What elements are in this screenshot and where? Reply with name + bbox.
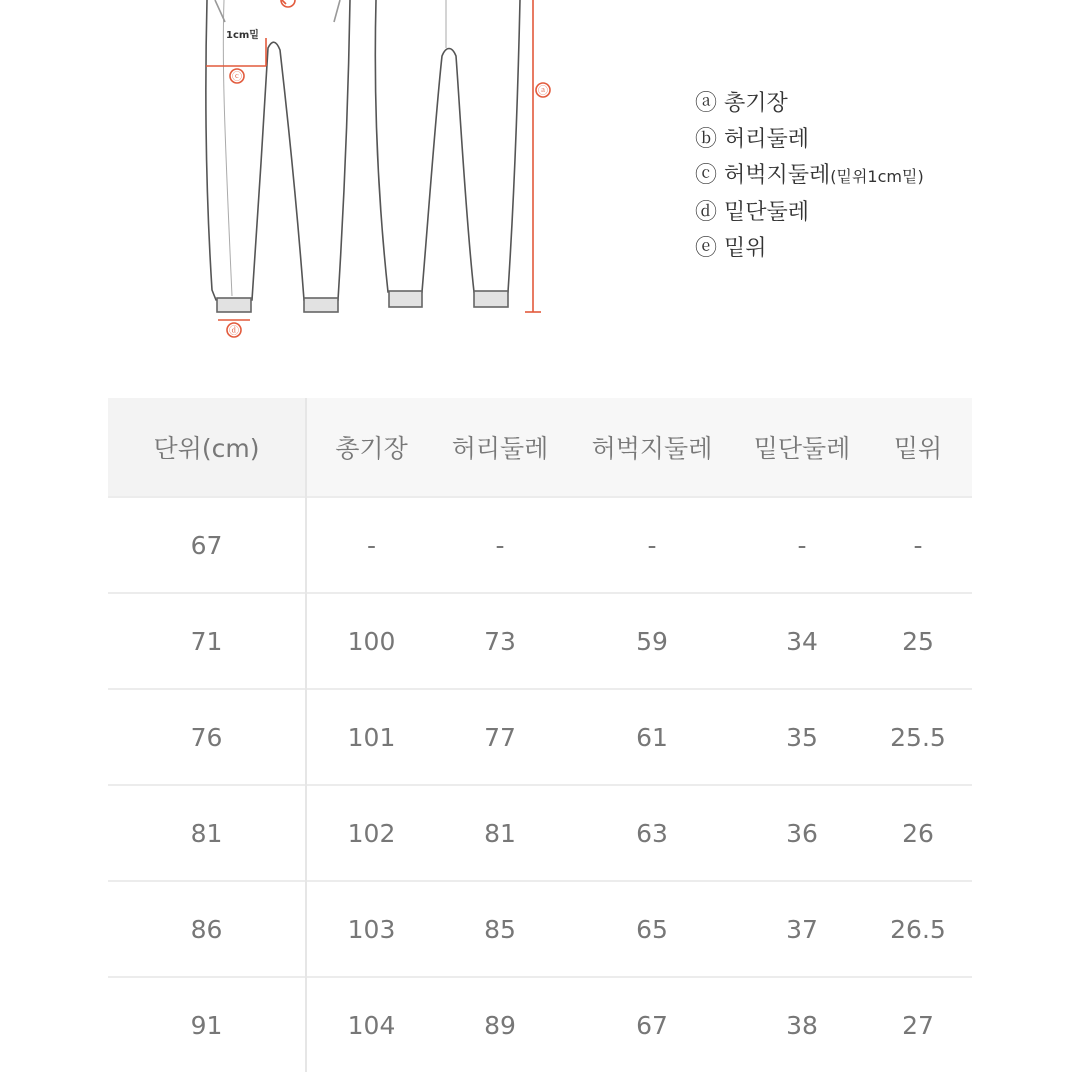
cell-size: 81 — [108, 785, 306, 881]
back-left-cuff — [389, 291, 422, 307]
cell-thigh: 65 — [564, 881, 740, 977]
cell-hem: 36 — [740, 785, 864, 881]
legend-marker: ⓒ — [694, 163, 717, 188]
cell-size: 71 — [108, 593, 306, 689]
legend-label: 밑위 — [724, 236, 767, 261]
marker-letter-d: ⓓ — [229, 326, 239, 337]
cell-waist: 85 — [436, 881, 564, 977]
cell-hem: 34 — [740, 593, 864, 689]
cell-total-length: 102 — [306, 785, 436, 881]
header-hem: 밑단둘레 — [740, 398, 864, 497]
cell-total-length: 103 — [306, 881, 436, 977]
legend-marker: ⓐ — [694, 91, 717, 116]
cell-hem: 35 — [740, 689, 864, 785]
legend-label: 밑단둘레 — [724, 200, 810, 225]
legend-item-thigh — [694, 158, 924, 195]
cell-total-length: 104 — [306, 977, 436, 1072]
cell-total-length: 101 — [306, 689, 436, 785]
cell-waist: 77 — [436, 689, 564, 785]
cell-rise: 26.5 — [864, 881, 972, 977]
marker-letter-c: ⓒ — [232, 72, 242, 83]
cell-size: 86 — [108, 881, 306, 977]
cell-total-length: 100 — [306, 593, 436, 689]
cell-hem: 38 — [740, 977, 864, 1072]
cell-thigh: 61 — [564, 689, 740, 785]
cell-total-length: - — [306, 497, 436, 593]
cell-thigh: 67 — [564, 977, 740, 1072]
front-pocket-right — [334, 0, 340, 22]
cell-rise: - — [864, 497, 972, 593]
legend-item-waist — [694, 122, 924, 158]
cell-rise: 25.5 — [864, 689, 972, 785]
cell-rise: 26 — [864, 785, 972, 881]
front-left-cuff — [217, 298, 251, 312]
cell-waist: 89 — [436, 977, 564, 1072]
marker-letter-a: ⓐ — [538, 86, 548, 97]
cell-waist: - — [436, 497, 564, 593]
legend-item-rise — [694, 231, 924, 267]
cell-rise: 27 — [864, 977, 972, 1072]
cell-rise: 25 — [864, 593, 972, 689]
rise-offset-label: 1cm밑 — [226, 30, 259, 41]
back-pants-outline — [375, 0, 520, 292]
header-rise: 밑위 — [864, 398, 972, 497]
legend-item-hem — [694, 195, 924, 231]
front-view-pants — [206, 0, 350, 312]
table-row — [108, 785, 972, 881]
legend-marker: ⓑ — [694, 127, 717, 152]
table-row — [108, 977, 972, 1072]
header-waist: 허리둘레 — [436, 398, 564, 497]
cell-thigh: - — [564, 497, 740, 593]
front-pants-outline — [206, 0, 350, 300]
legend-label: 총기장 — [724, 91, 788, 116]
cell-thigh: 59 — [564, 593, 740, 689]
header-total-length: 총기장 — [306, 398, 436, 497]
size-table — [108, 398, 972, 1072]
table-header-row — [108, 398, 972, 497]
cell-size: 91 — [108, 977, 306, 1072]
legend-note: (밑위1cm밑) — [830, 167, 924, 186]
cell-waist: 73 — [436, 593, 564, 689]
header-unit: 단위(cm) — [108, 398, 306, 497]
cell-waist: 81 — [436, 785, 564, 881]
cell-size: 67 — [108, 497, 306, 593]
front-right-cuff — [304, 298, 338, 312]
legend-marker: ⓔ — [694, 236, 717, 261]
legend-label: 허리둘레 — [724, 127, 810, 152]
table-row — [108, 881, 972, 977]
back-right-cuff — [474, 291, 508, 307]
cell-hem: 37 — [740, 881, 864, 977]
cell-hem: - — [740, 497, 864, 593]
back-view-pants — [375, 0, 520, 307]
table-row — [108, 689, 972, 785]
cell-size: 76 — [108, 689, 306, 785]
legend-label: 허벅지둘레 — [724, 163, 831, 188]
table-row — [108, 497, 972, 593]
measurement-legend — [694, 86, 924, 267]
table-row — [108, 593, 972, 689]
header-thigh: 허벅지둘레 — [564, 398, 740, 497]
cell-thigh: 63 — [564, 785, 740, 881]
legend-item-total-length — [694, 86, 924, 122]
legend-marker: ⓓ — [694, 200, 717, 225]
front-left-inner-seam — [223, 0, 232, 296]
